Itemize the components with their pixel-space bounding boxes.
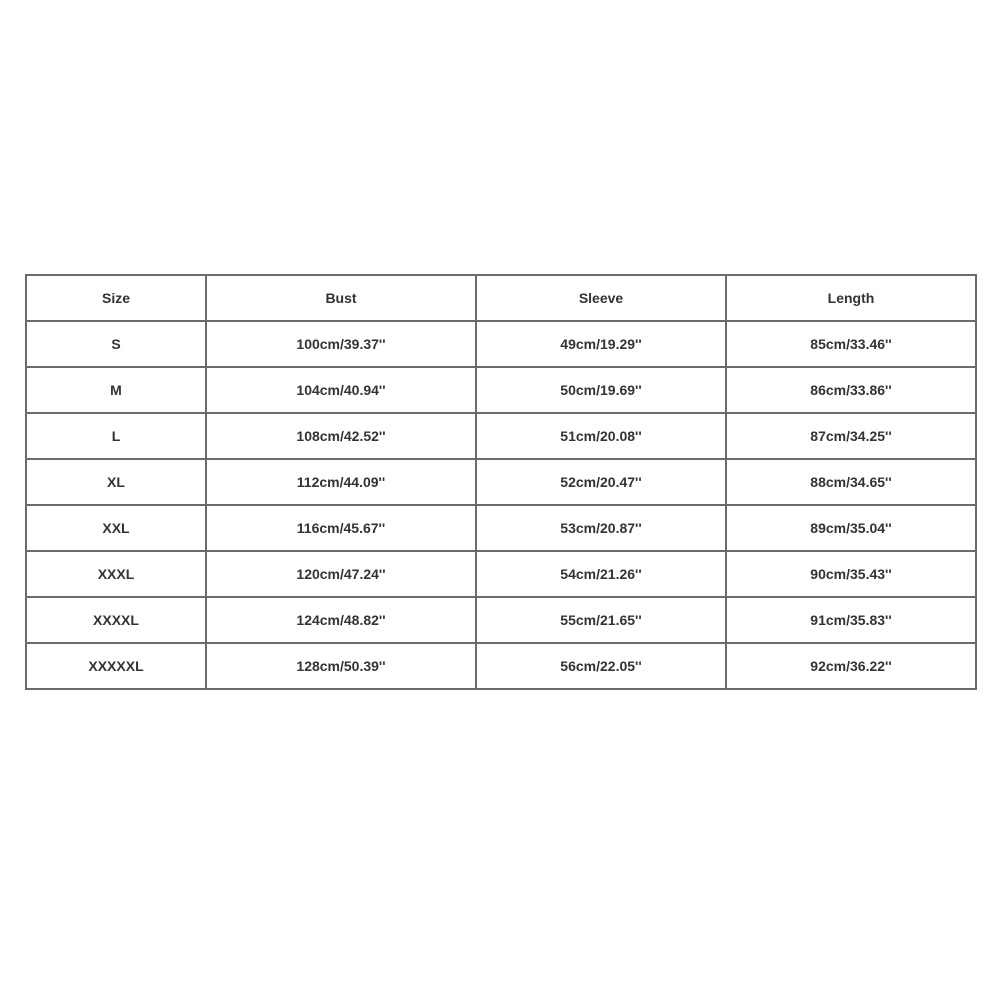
cell-sleeve: 55cm/21.65'' <box>476 597 726 643</box>
table-row <box>26 643 976 689</box>
cell-size: M <box>26 367 206 413</box>
cell-size: XXXXL <box>26 597 206 643</box>
cell-bust: 112cm/44.09'' <box>206 459 476 505</box>
cell-length: 91cm/35.83'' <box>726 597 976 643</box>
header-sleeve: Sleeve <box>476 275 726 321</box>
cell-size: XXXL <box>26 551 206 597</box>
cell-size: XXL <box>26 505 206 551</box>
cell-sleeve: 52cm/20.47'' <box>476 459 726 505</box>
cell-bust: 104cm/40.94'' <box>206 367 476 413</box>
cell-length: 86cm/33.86'' <box>726 367 976 413</box>
table-row <box>26 367 976 413</box>
cell-sleeve: 53cm/20.87'' <box>476 505 726 551</box>
table-row <box>26 321 976 367</box>
header-length: Length <box>726 275 976 321</box>
cell-length: 88cm/34.65'' <box>726 459 976 505</box>
table-header-row <box>26 275 976 321</box>
cell-bust: 116cm/45.67'' <box>206 505 476 551</box>
cell-size: S <box>26 321 206 367</box>
cell-sleeve: 51cm/20.08'' <box>476 413 726 459</box>
cell-bust: 120cm/47.24'' <box>206 551 476 597</box>
cell-size: XL <box>26 459 206 505</box>
cell-bust: 124cm/48.82'' <box>206 597 476 643</box>
cell-bust: 100cm/39.37'' <box>206 321 476 367</box>
cell-length: 89cm/35.04'' <box>726 505 976 551</box>
table-row <box>26 597 976 643</box>
table-row <box>26 413 976 459</box>
cell-length: 92cm/36.22'' <box>726 643 976 689</box>
cell-sleeve: 56cm/22.05'' <box>476 643 726 689</box>
cell-bust: 128cm/50.39'' <box>206 643 476 689</box>
cell-sleeve: 50cm/19.69'' <box>476 367 726 413</box>
header-size: Size <box>26 275 206 321</box>
cell-length: 90cm/35.43'' <box>726 551 976 597</box>
table-row <box>26 459 976 505</box>
cell-size: XXXXXL <box>26 643 206 689</box>
cell-sleeve: 54cm/21.26'' <box>476 551 726 597</box>
table-row <box>26 551 976 597</box>
cell-bust: 108cm/42.52'' <box>206 413 476 459</box>
header-bust: Bust <box>206 275 476 321</box>
cell-length: 87cm/34.25'' <box>726 413 976 459</box>
table-row <box>26 505 976 551</box>
size-chart-table <box>25 274 977 690</box>
cell-length: 85cm/33.46'' <box>726 321 976 367</box>
cell-size: L <box>26 413 206 459</box>
cell-sleeve: 49cm/19.29'' <box>476 321 726 367</box>
